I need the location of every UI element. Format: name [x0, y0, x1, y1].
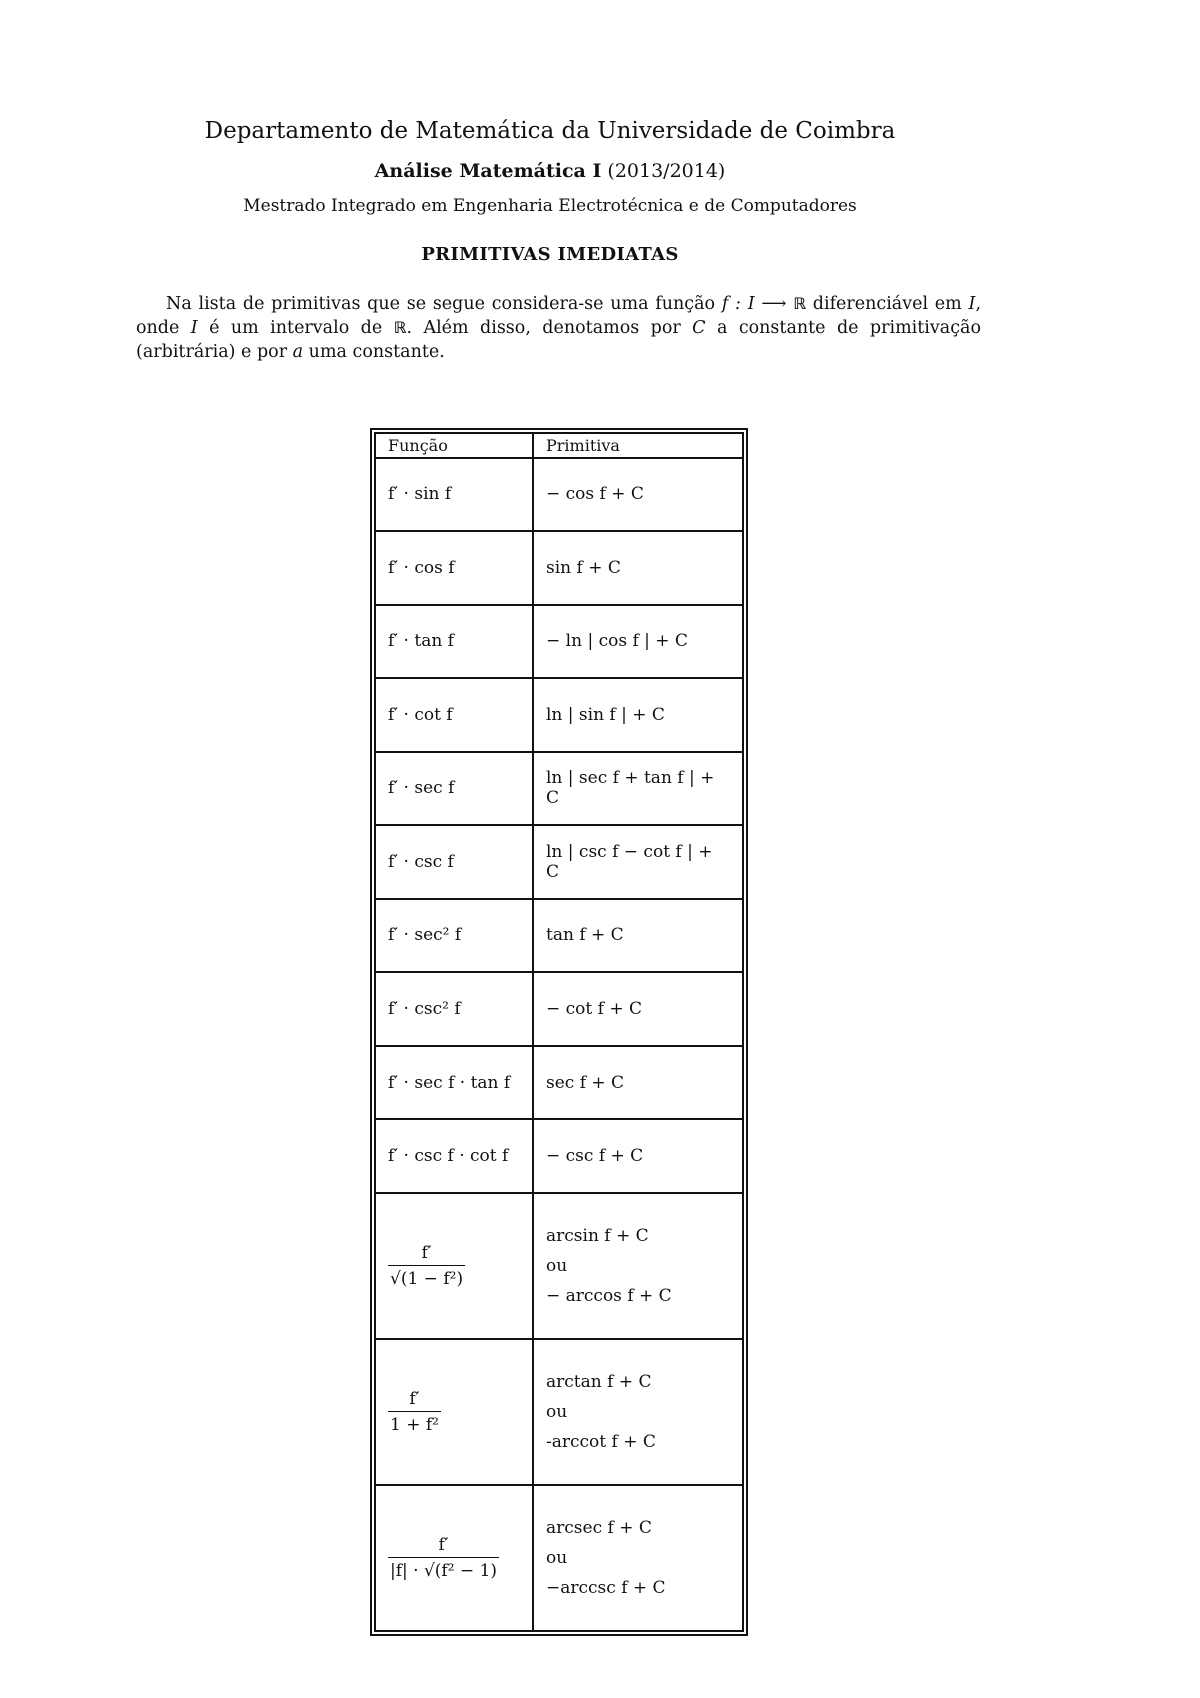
function-cell: f′ · cot f — [375, 678, 533, 752]
primitive-cell: ln | sec f + tan f | + C — [533, 752, 743, 826]
fraction-numerator: f′ — [409, 1388, 420, 1409]
intro-text-7: uma constante. — [308, 342, 445, 362]
primitive-cell — [533, 1193, 743, 1339]
primitives-table-frame — [370, 428, 748, 1636]
primitive-option-1: arcsin f + C — [546, 1225, 649, 1246]
function-cell — [375, 1485, 533, 1631]
intro-text-2: diferenciável em — [812, 294, 962, 314]
function-cell: f′ · csc f — [375, 825, 533, 899]
table-header-row — [375, 433, 743, 458]
table-row — [375, 531, 743, 605]
intro-math-1: f : I ⟶ — [721, 294, 787, 314]
function-cell: f′ · csc² f — [375, 972, 533, 1046]
function-cell — [375, 1193, 533, 1339]
set-symbol-2: ℝ — [393, 318, 407, 337]
fraction-numerator: f′ — [421, 1242, 432, 1263]
table-row — [375, 605, 743, 679]
intro-math-3: I — [190, 318, 198, 338]
or-label: ou — [546, 1401, 568, 1422]
fraction-denominator: √(1 − f²) — [388, 1265, 465, 1289]
primitives-table — [374, 432, 744, 1632]
primitive-cell: sec f + C — [533, 1046, 743, 1120]
primitive-option-1: arcsec f + C — [546, 1517, 652, 1538]
table-row — [375, 825, 743, 899]
function-cell: f′ · sec f · tan f — [375, 1046, 533, 1120]
intro-math-2: I — [968, 294, 976, 314]
function-cell: f′ · tan f — [375, 605, 533, 679]
fraction — [388, 1389, 441, 1435]
course-line — [0, 160, 1100, 182]
table-row — [375, 1046, 743, 1120]
department-name: Departamento de Matemática da Universidade de Coimbra — [204, 118, 896, 144]
header-primitive: Primitiva — [533, 433, 743, 458]
table-row — [375, 972, 743, 1046]
header-function: Função — [375, 433, 533, 458]
program-name: Mestrado Integrado em Engenharia Electrotécnica e de Computadores — [243, 196, 857, 216]
primitive-cell: − csc f + C — [533, 1119, 743, 1193]
fraction — [388, 1535, 499, 1581]
or-label: ou — [546, 1547, 568, 1568]
function-cell: f′ · csc f · cot f — [375, 1119, 533, 1193]
course-year: (2013/2014) — [607, 160, 726, 182]
primitive-option-2: -arccot f + C — [546, 1431, 656, 1452]
fraction — [388, 1243, 465, 1289]
function-cell: f′ · cos f — [375, 531, 533, 605]
primitive-cell: ln | csc f − cot f | + C — [533, 825, 743, 899]
primitive-cell: − cos f + C — [533, 458, 743, 532]
table-row — [375, 752, 743, 826]
primitive-cell: sin f + C — [533, 531, 743, 605]
function-cell: f′ · sec f — [375, 752, 533, 826]
course-name: Análise Matemática I — [374, 160, 602, 182]
fraction-denominator: 1 + f² — [388, 1411, 441, 1435]
primitive-cell: tan f + C — [533, 899, 743, 973]
intro-text-4: é um intervalo de — [209, 318, 383, 338]
intro-text-1: Na lista de primitivas que se segue considera-se uma função — [166, 294, 716, 314]
page-title: PRIMITIVAS IMEDIATAS — [421, 244, 679, 265]
table-row — [375, 1119, 743, 1193]
function-cell: f′ · sin f — [375, 458, 533, 532]
primitive-option-2: − arccos f + C — [546, 1285, 672, 1306]
primitive-cell: ln | sin f | + C — [533, 678, 743, 752]
primitive-option-1: arctan f + C — [546, 1371, 652, 1392]
function-cell: f′ · sec² f — [375, 899, 533, 973]
or-label: ou — [546, 1255, 568, 1276]
set-symbol-1: ℝ — [793, 294, 807, 313]
primitive-option-2: −arccsc f + C — [546, 1577, 666, 1598]
intro-math-4: C — [692, 318, 706, 338]
intro-text-6: a constante de primitivação (arbitrária) e por — [136, 318, 981, 362]
intro-paragraph — [136, 292, 981, 364]
intro-math-5: a — [292, 342, 304, 362]
intro-text-3: , onde — [136, 294, 982, 338]
primitive-cell — [533, 1485, 743, 1631]
primitive-cell: − ln | cos f | + C — [533, 605, 743, 679]
primitive-cell — [533, 1339, 743, 1485]
table-row — [375, 899, 743, 973]
table-row — [375, 1485, 743, 1631]
table-row — [375, 458, 743, 532]
fraction-numerator: f′ — [438, 1534, 449, 1555]
table-row — [375, 1339, 743, 1485]
primitive-cell: − cot f + C — [533, 972, 743, 1046]
table-row — [375, 678, 743, 752]
fraction-denominator: |f| · √(f² − 1) — [388, 1557, 499, 1581]
intro-text-5: . Além disso, denotamos por — [406, 318, 681, 338]
table-row — [375, 1193, 743, 1339]
function-cell — [375, 1339, 533, 1485]
